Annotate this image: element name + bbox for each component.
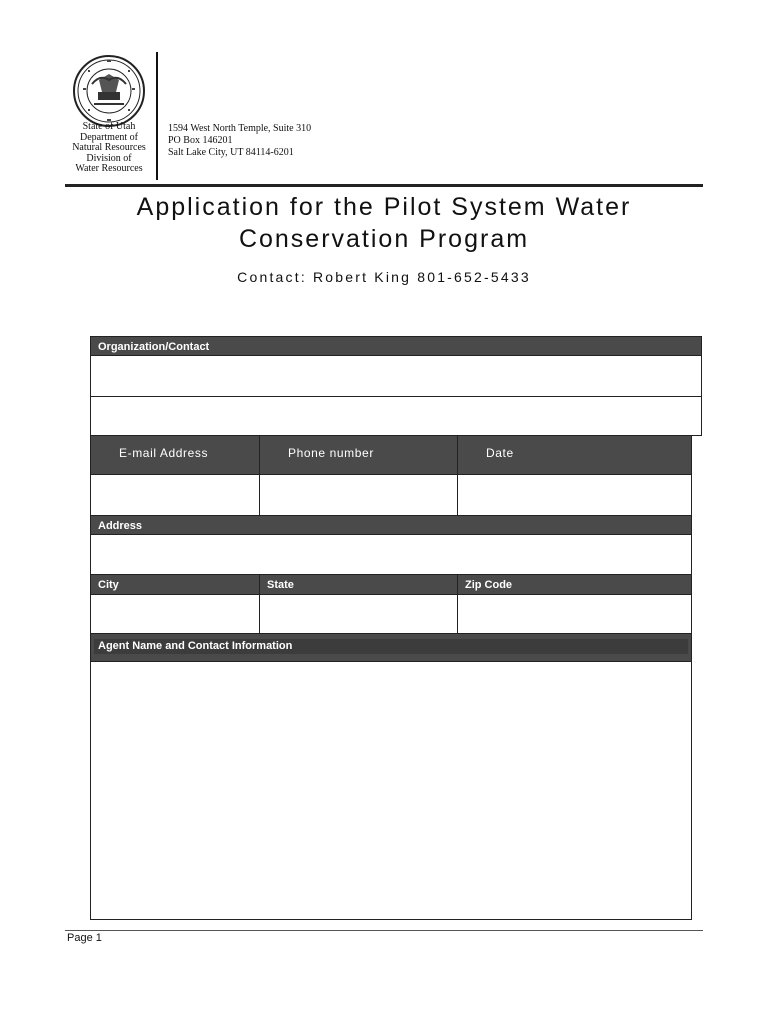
email-label: E-mail Address (90, 435, 260, 475)
phone-field[interactable] (259, 474, 458, 516)
title-line-1: Application for the Pilot System Water (136, 193, 632, 221)
city-field[interactable] (90, 594, 260, 634)
state-seal-logo (72, 54, 146, 128)
zip-code-label: Zip Code (457, 574, 692, 595)
agency-line: Natural Resources (72, 142, 146, 154)
address-label: Address (90, 515, 692, 535)
agency-line: Water Resources (75, 163, 143, 175)
agent-header (90, 633, 692, 662)
address-field[interactable] (90, 534, 692, 575)
header-rule (65, 184, 703, 187)
state-label: State (259, 574, 458, 595)
zip-code-field[interactable] (457, 594, 692, 634)
address-line: PO Box 146201 (168, 135, 233, 146)
agency-line: Division of (86, 152, 132, 164)
agency-line: Department of (79, 131, 139, 143)
address-line: Salt Lake City, UT 84114-6201 (168, 147, 294, 158)
date-field[interactable] (457, 474, 692, 516)
state-field[interactable] (259, 594, 458, 634)
contact-field[interactable] (90, 396, 702, 436)
date-label: Date (457, 435, 692, 475)
address-line: 1594 West North Temple, Suite 310 (168, 123, 312, 134)
mailing-address (168, 123, 311, 159)
organization-field[interactable] (90, 355, 702, 397)
phone-label: Phone number (259, 435, 458, 475)
page-title (0, 191, 768, 255)
agency-name (62, 122, 156, 175)
organization-label: Organization/Contact (90, 336, 702, 356)
contact-line: Contact: Robert King 801-652-5433 (237, 269, 531, 285)
page-number: Page 1 (67, 932, 102, 944)
title-line-2: Conservation Program (238, 225, 530, 253)
agent-info-field[interactable] (90, 661, 692, 920)
city-label: City (90, 574, 260, 595)
agency-line: State of Utah (82, 121, 136, 132)
email-field[interactable] (90, 474, 260, 516)
footer-rule (65, 930, 703, 931)
agent-label: Agent Name and Contact Information (94, 639, 688, 654)
letterhead-divider (156, 52, 158, 180)
